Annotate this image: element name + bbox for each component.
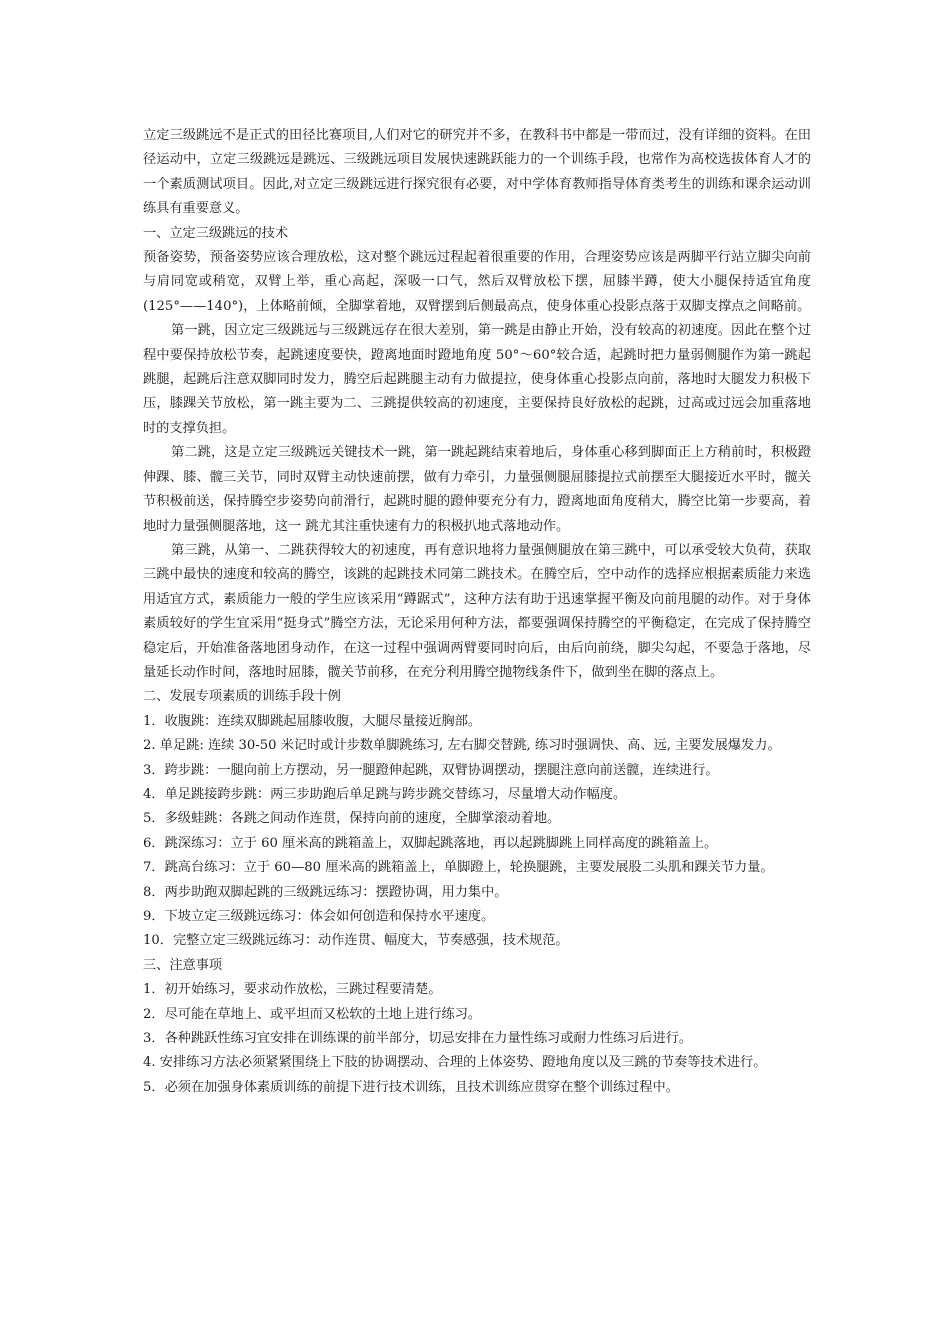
paragraph-second-jump: 第二跳，这是立定三级跳远关键技术一跳，第一跳起跳结束着地后，身体重心移到脚面正上方稍前时，积极蹬伸踝、膝、髋三关节，同时双臂主动快速前摆，做有力牵引，力量强侧腿屈膝提拉式前摆至大腿接近水平时，髋关节积极前送，保持腾空步姿势向前滑行，起跳时腿的蹬伸要充分有力，蹬离地面角度稍大，腾空比第一步要高，着地时力量强侧腿落地，这一 跳尤其注重快速有力的积极扒地式落地动作。: [143, 445, 811, 534]
training-item: 7．跳高台练习：立于 60—80 厘米高的跳箱盖上，单脚蹬上，轮换腿跳，主要发展股二头肌和踝关节力量。: [143, 860, 774, 876]
intro-paragraph: 立定三级跳远不是正式的田径比赛项目,人们对它的研究并不多，在教科书中都是一带而过，没有详细的资料。在田径运动中，立定三级跳远是跳远、三级跳远项目发展快速跳跃能力的一个训练手段，也常作为高校选拔体育人才的一个素质测试项目。因此,对立定三级跳远进行探究很有必要，对中学体育教师指导体育类考生的训练和课余运动训练具有重要意义。: [143, 128, 811, 217]
paragraph-third-jump: 第三跳，从第一、二跳获得较大的初速度，再有意识地将力量强侧腿放在第三跳中，可以承受较大负荷，获取三跳中最快的速度和较高的腾空，该跳的起跳技术同第二跳技术。在腾空后，空中动作的选择应根据素质能力来选用适宜方式，素质能力一般的学生应该采用“蹲踞式”，这种方法有助于迅速掌握平衡及向前甩腿的动作。对于身体素质较好的学生宜采用“挺身式”腾空方法，无论采用何种方法，都要强调保持腾空的平衡稳定，在完成了保持腾空稳定后，开始准备落地团身动作，在这一过程中强调两臂要同时向后，由后向前绕，脚尖勾起，不要急于落地，尽量延长动作时间，落地时屈膝，髋关节前移，在充分利用腾空抛物线条件下，做到坐在脚的落点上。: [143, 542, 811, 680]
training-item: 10．完整立定三级跳远练习：动作连贯、幅度大，节奏感强，技术规范。: [143, 933, 569, 949]
training-item: 4．单足跳接跨步跳：两三步助跑后单足跳与跨步跳交替练习，尽量增大动作幅度。: [143, 786, 627, 802]
note-item: 5．必须在加强身体素质训练的前提下进行技术训练，且技术训练应贯穿在整个训练过程中。: [143, 1079, 679, 1095]
note-item: 2．尽可能在草地上、或平坦而又松软的土地上进行练习。: [143, 1006, 482, 1022]
document-page: [143, 124, 811, 1100]
training-item: 8．两步助跑双脚起跳的三级跳远练习：摆蹬协调，用力集中。: [143, 884, 508, 900]
note-item: 3．各种跳跃性练习宜安排在训练课的前半部分，切忌安排在力量性练习或耐力性练习后进行。: [143, 1031, 693, 1047]
training-item: 6．跳深练习：立于 60 厘米高的跳箱盖上，双脚起跳落地，再以起跳脚跳上同样高度的跳箱盖上。: [143, 835, 718, 851]
section-heading-training: 二、发展专项素质的训练手段十例: [143, 689, 341, 705]
note-item: 4. 安排练习方法必须紧紧围绕上下肢的协调摆动、合理的上体姿势、蹬地角度以及三跳的节奏等技术进行。: [143, 1055, 767, 1071]
paragraph-preparation: 预备姿势，预备姿势应该合理放松，这对整个跳远过程起着很重要的作用，合理姿势应该是两脚平行站立脚尖向前与肩同宽或稍宽，双臂上举，重心高起，深吸一口气，然后双臂放松下摆，屈膝半蹲，使大小腿保持适宜角度(125°——140°)，上体略前倾，全脚掌着地，双臂摆到后侧最高点，使身体重心投影点落于双脚支撑点之间略前。: [143, 250, 811, 314]
training-item: 1．收腹跳：连续双脚跳起屈膝收腹，大腿尽量接近胸部。: [143, 713, 482, 729]
paragraph-first-jump: 第一跳，因立定三级跳远与三级跳远存在很大差别，第一跳是由静止开始，没有较高的初速度。因此在整个过程中要保持放松节奏，起跳速度要快，蹬离地面时蹬地角度 50°～60°较合适，起跳时把力量弱侧腿作为第一跳起跳腿，起跳后注意双脚同时发力，腾空后起跳腿主动有力做提拉，使身体重心投影点向前，落地时大腿发力积极下压，膝踝关节放松，第一跳主要为二、三跳提供较高的初速度，主要保持良好放松的起跳，过高或过远会加重落地时的支撑负担。: [143, 323, 811, 436]
section-heading-notes: 三、注意事项: [143, 957, 223, 973]
training-item: 2. 单足跳: 连续 30-50 米记时或计步数单脚跳练习, 左右脚交替跳, 练习时强调快、高、远, 主要发展爆发力。: [143, 738, 781, 754]
training-item: 3．跨步跳：一腿向前上方摆动，另一腿蹬伸起跳，双臂协调摆动，摆腿注意向前送髋，连续进行。: [143, 762, 719, 778]
training-item: 5．多级蛙跳：各跳之间动作连贯，保持向前的速度，全脚掌滚动着地。: [143, 811, 561, 827]
training-item: 9．下坡立定三级跳远练习：体会如何创造和保持水平速度。: [143, 909, 495, 924]
section-heading-technique: 一、立定三级跳远的技术: [143, 225, 289, 241]
note-item: 1．初开始练习，要求动作放松，三跳过程要清楚。: [143, 982, 442, 998]
